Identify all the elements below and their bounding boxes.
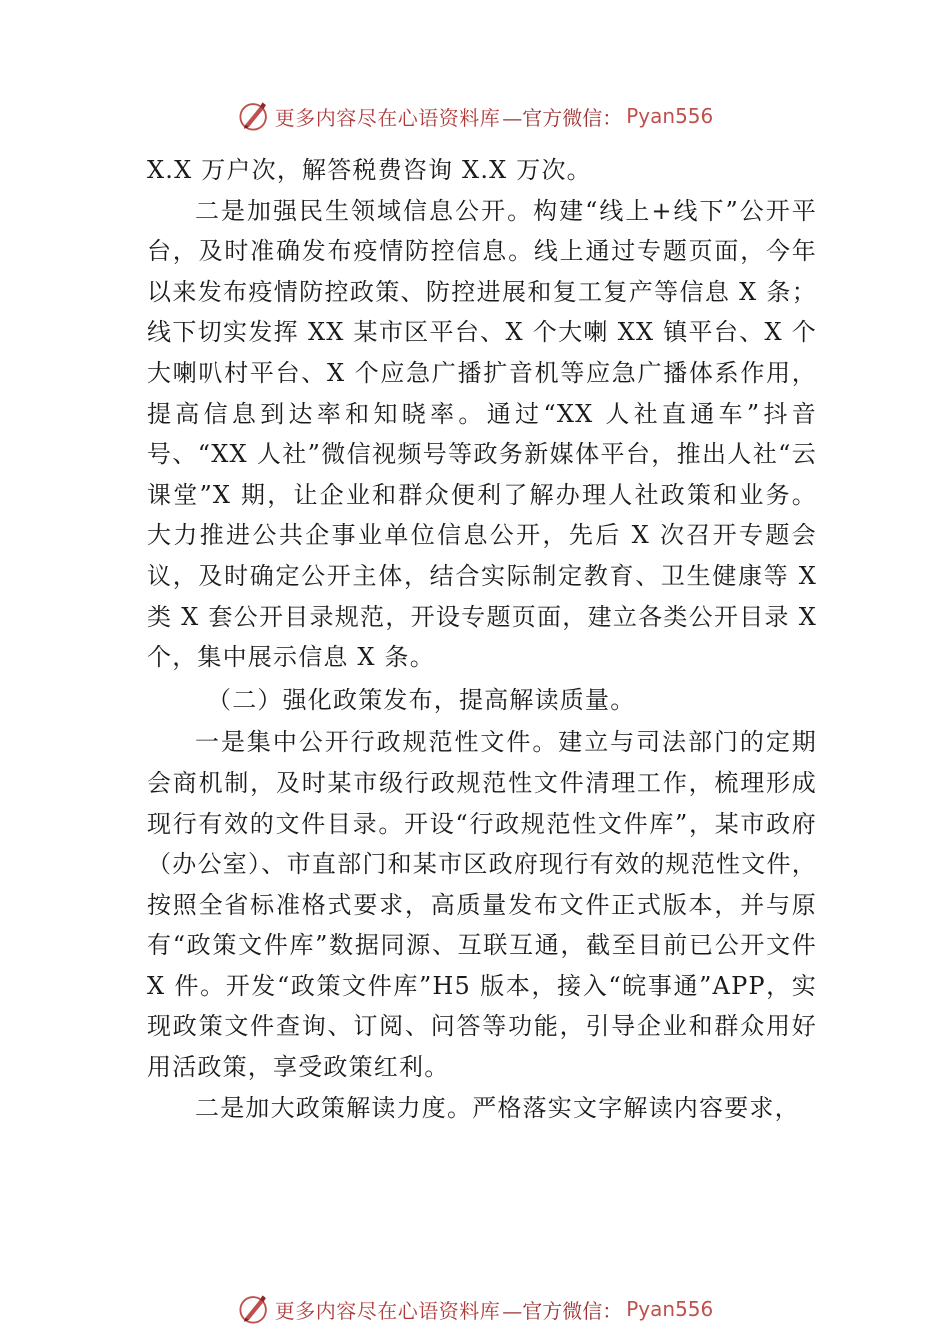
banner-brand-text: 更多内容尽在心语资料库 (274, 105, 501, 130)
banner-wechat-id: Pyan556 (626, 1297, 714, 1321)
footer-watermark-banner (0, 1289, 950, 1329)
banner-official-label: —官方微信： (502, 105, 623, 130)
paragraph-livelihood-disclosure: 二是加强民生领域信息公开。构建“线上+线下”公开平台，及时准确发布疫情防控信息。线上通过专题页面，今年以来发布疫情防控政策、防控进展和复工复产等信息 X 条；线下切实发挥 XX 某市区平台、X 个大喇 XX 镇平台、X 个大喇叭村平台、X 个应急广播扩音机等应急广播体系作用，提高信息到达率和知晓率。通过“XX 人社直通车”抖音号、“XX 人社”微信视频号等政务新媒体平台，推出人社“云课堂”X 期，让企业和群众便利了解办理人社政策和业务。大力推进公共企事业单位信息公开，先后 X 次召开专题会议，及时确定公开主体，结合实际制定教育、卫生健康等 X 类 X 套公开目录规范，开设专题页面，建立各类公开目录 X 个，集中展示信息 X 条。 (147, 196, 817, 672)
banner-official-label: —官方微信： (502, 1298, 623, 1323)
paragraph-continuation: X.X 万户次，解答税费咨询 X.X 万次。 (147, 156, 592, 184)
banner-wechat-id: Pyan556 (626, 104, 714, 128)
section-heading-policy-release: （二）强化政策发布，提高解读质量。 (207, 685, 636, 714)
pen-logo-icon (237, 1292, 271, 1326)
document-body (147, 150, 817, 1128)
paragraph-policy-interpretation: 二是加大政策解读力度。严格落实文字解读内容要求， (195, 1093, 800, 1122)
paragraph-normative-documents: 一是集中公开行政规范性文件。建立与司法部门的定期会商机制，及时某市级行政规范性文件清理工作，梳理形成现行有效的文件目录。开设“行政规范性文件库”，某市政府（办公室）、市直部门和某市区政府现行有效的规范性文件，按照全省标准格式要求，高质量发布文件正式版本，并与原有“政策文件库”数据同源、互联互通，截至目前已公开文件 X 件。开发“政策文件库”H5 版本，接入“皖事通”APP，实现政策文件查询、订阅、问答等功能，引导企业和群众用好用活政策，享受政策红利。 (147, 728, 817, 1082)
header-watermark-banner (0, 96, 950, 136)
banner-brand-text: 更多内容尽在心语资料库 (274, 1298, 501, 1323)
pen-logo-icon (237, 99, 271, 133)
